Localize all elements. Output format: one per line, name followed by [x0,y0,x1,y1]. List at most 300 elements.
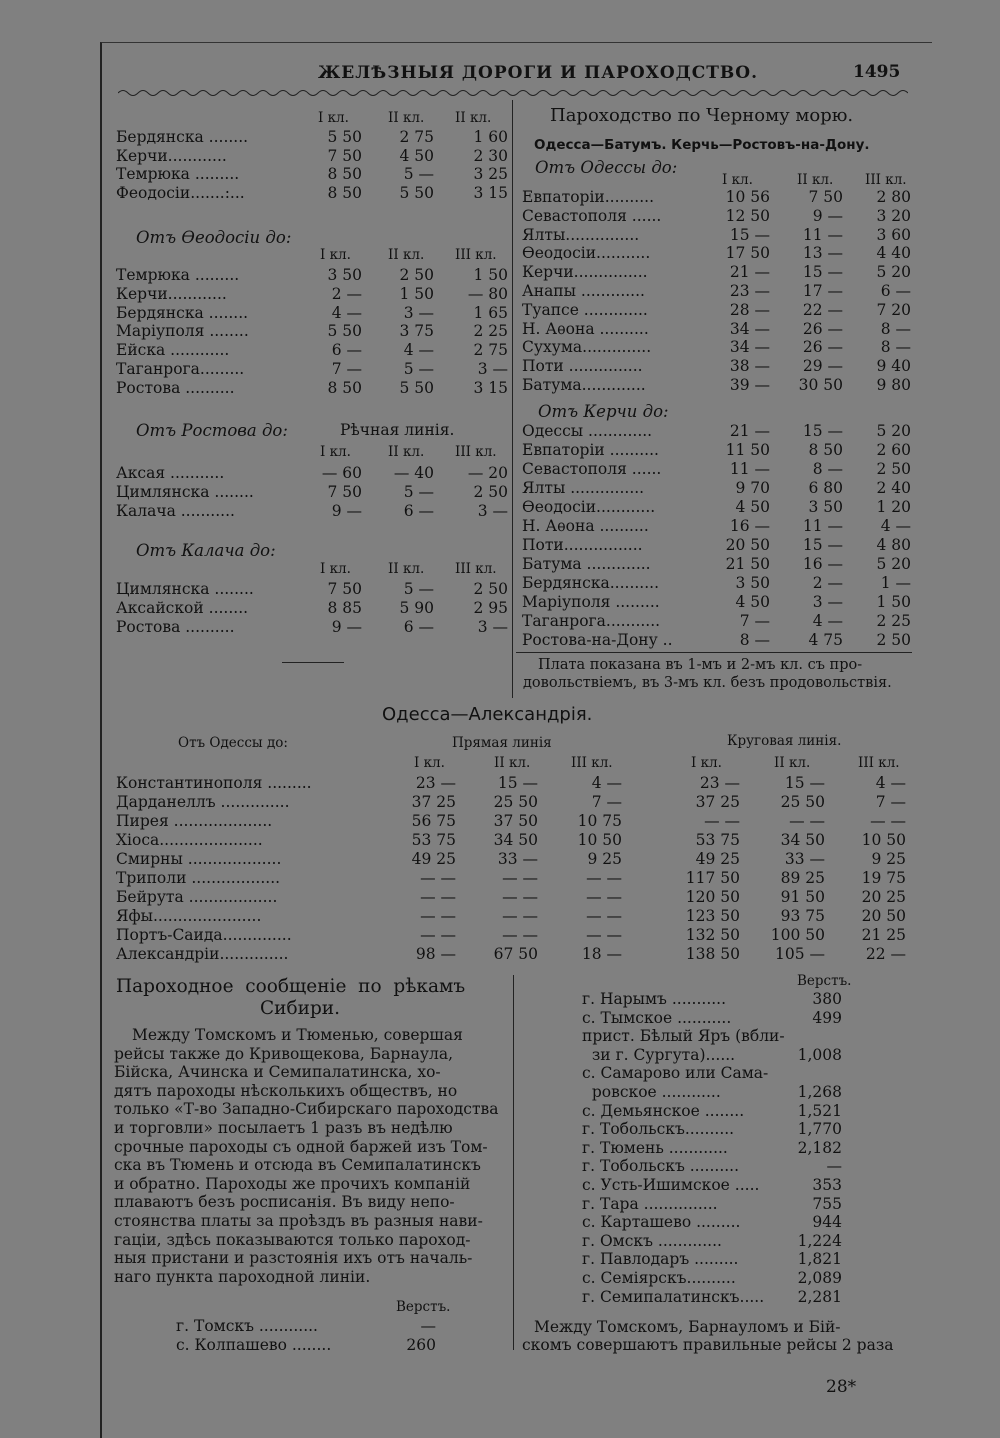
row-value: 21 50 [725,555,770,573]
row-value: — — [420,907,456,925]
row-value: 19 75 [861,869,906,887]
row-label: с. Колпашево ........ [176,1335,332,1354]
row-label: Портъ-Саида.............. [116,926,292,944]
row-value: 1 — [880,574,911,592]
row-value: 3 60 [876,225,911,244]
row-value: 5 90 [399,598,434,617]
row-value: 8 — [880,338,911,357]
row-value: 4 — [812,612,843,630]
row-value: — — [502,869,538,887]
col-header: II кл. [388,247,425,263]
row-value: 8 50 [327,378,362,397]
row-value: 13 — [802,244,843,263]
row-label: Темрюка ......... [116,165,240,184]
row-value: 100 50 [770,926,825,944]
row-value: 1,821 [797,1250,842,1269]
row-value: 89 25 [780,869,825,887]
row-label: Феодосіи.......:... [116,183,245,202]
row-value: — — [420,869,456,887]
closing-line: скомъ совершаютъ правильные рейсы 2 раза [522,1336,894,1354]
row-value: 3 — [812,593,843,611]
row-value: 21 — [729,422,770,440]
row-value: — — [789,812,825,830]
row-label: Евпаторіи.......... [522,188,654,206]
row-label: Поти................ [522,536,643,554]
col-header: II кл. [388,110,425,126]
row-label: Аксая ........... [116,464,225,482]
table-row [0,1064,1000,1083]
paragraph-line: дятъ пароходы нѣсколькихъ обществъ, но [114,1081,458,1100]
table-row [0,376,1000,395]
row-value: 7 — [875,793,906,811]
row-value: 4 80 [876,536,911,554]
row-value: 15 — [802,422,843,440]
row-value: 20 50 [861,907,906,925]
row-label: Ялты............... [522,225,640,244]
row-value: 1,770 [797,1120,842,1139]
row-value: 944 [812,1213,842,1232]
row-value: 28 — [729,300,770,319]
table-row [0,990,1000,1009]
river-line-label: Рѣчная линія. [340,421,455,439]
table-row [0,888,1000,907]
row-value: 98 — [415,945,456,963]
row-value: 5 50 [399,378,434,397]
col-header: I кл. [320,444,351,460]
row-value: 34 — [729,319,770,338]
row-value: 5 20 [876,422,911,440]
wavy-rule [118,86,908,100]
siberia-title-line: Сибири. [260,998,341,1019]
row-value: 6 80 [808,479,843,497]
row-value: 37 25 [695,793,740,811]
row-label: Бердянска ........ [116,303,249,322]
row-value: 93 75 [780,907,825,925]
row-label: Цимлянска ........ [116,580,254,598]
table-row [0,850,1000,869]
row-value: 499 [812,1008,842,1027]
row-value: 7 50 [327,482,362,501]
siberia-title-line: Пароходное сообщеніе по рѣкамъ [116,976,466,997]
col-header: I кл. [318,110,349,126]
paragraph-line: наго пункта пароходной линіи. [114,1267,371,1286]
row-value: 5 — [403,360,434,378]
row-value: 21 — [729,263,770,282]
row-value: 5 20 [876,555,911,573]
odessa-heading: Отъ Одессы до: [535,158,678,177]
row-label: г. Томскъ ............ [176,1317,318,1335]
table-row [0,498,1000,517]
row-value: 26 — [802,319,843,338]
col-header: III кл. [571,755,613,771]
table-row [0,422,1000,441]
row-value: 1,268 [797,1083,842,1101]
table-row [0,479,1000,498]
col-header: III кл. [858,755,900,771]
row-label: Поти ............... [522,357,643,376]
row-label: Ейска ............ [116,341,230,360]
row-label: Константинополя ......... [116,774,312,792]
row-label: Ялты ............... [522,479,645,497]
footer-signature: 28* [826,1377,857,1397]
row-label: прист. Бѣлый Яръ (вбли- [582,1027,785,1046]
row-value: 11 — [729,460,770,478]
row-label: с. Семіярскъ.......... [582,1269,736,1287]
table-row [0,1213,1000,1232]
feodosia-heading: Отъ Ѳеодосіи до: [136,228,292,247]
paragraph-line: и торговли» посылаетъ 1 разъ въ недѣлю [114,1119,453,1137]
table-row [0,517,1000,536]
col-header: I кл. [320,561,351,577]
row-label: Бердянска ........ [116,128,249,146]
paragraph-line: ныя пристани и разстоянія ихъ отъ началь- [114,1249,473,1268]
row-value: 34 — [729,338,770,357]
row-value: — [420,1317,436,1335]
row-value: 4 75 [808,631,843,649]
row-value: 6 — [880,282,911,300]
row-value: 2 75 [399,128,434,146]
row-value: 8 — [739,631,770,649]
row-value: 15 — [497,774,538,792]
row-label: Пирея .................... [116,812,273,830]
row-value: 353 [812,1176,842,1194]
note-line: довольствіемъ, въ 3-мъ кл. безъ продовольствія. [523,675,892,691]
row-value: 5 — [403,580,434,598]
row-label: Таганрога........... [522,612,661,630]
row-value: 4 50 [735,498,770,516]
table-row [0,612,1000,631]
row-value: — — [420,888,456,906]
row-label: Калача ........... [116,501,235,520]
row-value: 2 50 [876,460,911,478]
row-value: 29 — [802,357,843,376]
row-value: — — [586,926,622,944]
row-value: 9 — [331,501,362,520]
circular-line-label: Круговая линія. [727,733,842,749]
col-header: III кл. [865,172,907,188]
row-value: 15 — [802,536,843,554]
row-value: 3 25 [473,165,508,184]
row-value: — — [502,926,538,944]
row-value: 2 50 [473,580,508,598]
row-value: 1,224 [797,1231,842,1250]
row-value: 3 — [477,360,508,378]
row-value: 5 50 [399,183,434,202]
table-row [0,188,1000,207]
row-label: Ѳеодосіи............ [522,498,656,516]
row-value: 5 50 [327,128,362,146]
row-value: 39 — [729,376,770,394]
row-label: Керчи............ [116,284,227,303]
row-value: 2 50 [876,631,911,649]
row-value: 10 50 [577,831,622,849]
row-value: 7 — [591,793,622,811]
table-row [0,226,1000,245]
row-value: 2 95 [473,598,508,617]
row-value: 16 — [802,555,843,573]
row-label: Батума............. [522,376,646,394]
row-label: Александріи.............. [116,945,289,963]
row-value: 8 — [812,460,843,478]
row-value: 3 — [403,303,434,322]
row-value: 8 85 [327,598,362,617]
paragraph-line: Между Томскомъ и Тюменью, совершая [132,1026,463,1044]
table-row [0,207,1000,226]
row-value: 2 40 [876,479,911,497]
row-value: 17 — [802,282,843,300]
row-value: 105 — [774,945,825,963]
table-row [0,1027,1000,1046]
table-row [0,338,1000,357]
black-sea-subtitle: Одесса—Батумъ. Керчь—Ростовъ-на-Дону. [534,137,870,153]
row-value: 37 25 [411,793,456,811]
row-value: 25 50 [780,793,825,811]
row-label: Н. Аѳона .......... [522,517,649,535]
row-label: Ѳеодосіи........... [522,244,651,263]
row-value: 7 20 [876,300,911,319]
row-value: 3 — [477,617,508,636]
row-value: 2 25 [876,612,911,630]
row-value: 4 50 [735,593,770,611]
row-value: 16 — [729,517,770,535]
row-value: 23 — [699,774,740,792]
table-row [0,1269,1000,1288]
row-value: 15 — [784,774,825,792]
row-value: 4 — [403,341,434,360]
table-row [0,1288,1000,1307]
row-value: 3 50 [327,266,362,284]
row-value: 21 25 [861,926,906,944]
row-value: 120 50 [685,888,740,906]
paragraph-line: гаціи, здѣсь показываются только пароход- [114,1230,471,1249]
row-value: 33 — [497,850,538,868]
row-value: 1 60 [473,128,508,146]
note-rule [516,652,912,653]
row-value: 56 75 [411,812,456,830]
col-header: III кл. [455,247,497,263]
col-header: I кл. [722,172,753,188]
table-row [0,1009,1000,1028]
table-row [0,631,1000,650]
row-value: 1 65 [473,303,508,322]
row-value: 67 50 [493,945,538,963]
row-label: Туапсе ............. [522,300,648,319]
row-label: ровское ............ [582,1083,721,1101]
table-row [0,282,1000,301]
table-row [0,1139,1000,1158]
row-value: 26 — [802,338,843,357]
row-value: 15 — [802,263,843,282]
row-label: Хіоса..................... [116,831,263,849]
col-header: II кл. [494,755,531,771]
row-value: 53 75 [695,831,740,849]
closing-line: Между Томскомъ, Барнауломъ и Бій- [534,1318,841,1336]
row-value: 34 50 [493,831,538,849]
kalach-heading: Отъ Калача до: [136,541,276,560]
row-value: 5 — [403,165,434,184]
row-value: 9 80 [876,376,911,394]
row-value: — 40 [393,464,434,482]
row-label: зи г. Сургута)...... [582,1045,736,1064]
row-value: 4 — [331,303,362,322]
table-row [0,441,1000,460]
row-value: 3 75 [399,322,434,341]
row-value: 1 50 [473,266,508,284]
row-value: 22 — [802,300,843,319]
row-label: Бейрута .................. [116,888,278,906]
row-value: 1 50 [399,284,434,303]
row-label: г. Омскъ ............. [582,1231,722,1250]
row-value: 1,008 [797,1045,842,1064]
rostov-heading: Отъ Ростова до: [136,421,288,440]
row-value: 11 — [802,225,843,244]
row-value: 9 40 [876,357,911,376]
kerch-heading: Отъ Керчи до: [538,402,669,421]
row-value: 25 50 [493,793,538,811]
row-label: Анапы ............. [522,282,645,300]
black-sea-title: Пароходство по Черному морю. [550,105,854,126]
row-label: с. Тымское ........... [582,1008,732,1027]
table-row [0,1317,1000,1336]
row-value: 91 50 [780,888,825,906]
table-row [0,1046,1000,1065]
paragraph-line: ска въ Тюмень и отсюда въ Семипалатинскъ [114,1156,481,1175]
header-title: ЖЕЛѢЗНЫЯ ДОРОГИ И ПАРОХОДСТВО. [318,63,759,83]
row-value: 6 — [331,341,362,360]
row-value: 11 — [802,517,843,535]
row-value: 5 — [403,482,434,501]
row-value: 1,521 [797,1101,842,1120]
row-value: 12 50 [725,206,770,225]
short-rule [282,662,344,663]
row-value: 4 50 [399,146,434,165]
row-value: — — [502,907,538,925]
col-header: III кл. [455,444,497,460]
row-label: Ростова-на-Дону .. [522,631,673,649]
row-label: Севастополя ...... [522,206,662,225]
odessa-alex-title: Одесса—Александрія. [382,704,593,725]
row-value: 6 — [403,501,434,520]
row-value: 1 50 [876,593,911,611]
row-label: г. Тара ............... [582,1194,718,1213]
row-value: 3 15 [473,378,508,397]
versts-label: Верстъ. [797,973,852,989]
table-row [0,301,1000,320]
row-value: 2 80 [876,188,911,206]
col-header: III кл. [455,561,497,577]
table-row [0,812,1000,831]
row-label: Сухума.............. [522,338,652,357]
row-value: 3 50 [735,574,770,592]
col-header: I кл. [320,247,351,263]
row-value: 132 50 [685,926,740,944]
table-row [0,869,1000,888]
row-label: с. Карташево ......... [582,1213,741,1232]
versts-label: Верстъ. [396,1299,451,1315]
row-value: 6 — [403,617,434,636]
row-value: 2 25 [473,322,508,341]
paragraph-line: и обратно. Пароходы же прочихъ компаній [114,1174,471,1193]
row-value: 8 — [880,319,911,338]
row-value: 22 — [865,945,906,963]
row-value: 755 [812,1194,842,1213]
row-value: 7 50 [327,146,362,165]
row-label: г. Павлодаръ ......... [582,1250,739,1269]
paragraph-line: рейсы также до Кривощекова, Барнаула, [114,1044,454,1063]
row-label: Н. Аѳона .......... [522,319,649,338]
row-value: 2 50 [473,482,508,501]
row-value: 4 40 [876,244,911,263]
table-row [0,357,1000,376]
row-label: Дарданеллъ .............. [116,793,290,811]
row-value: 5 20 [876,263,911,282]
row-value: — — [502,888,538,906]
row-value: 23 — [415,774,456,792]
row-label: с. Демьянское ........ [582,1101,745,1120]
table-row [0,574,1000,593]
row-value: 9 — [331,617,362,636]
row-value: 2 50 [399,266,434,284]
row-value: 37 50 [493,812,538,830]
row-value: 17 50 [725,244,770,263]
row-label: Темрюка ......... [116,266,240,284]
row-value: 380 [812,990,842,1008]
from-label: Отъ Одессы до: [178,735,288,751]
table-row [0,320,1000,339]
table-row [0,593,1000,612]
row-label: Цимлянска ........ [116,482,254,501]
row-value: — — [586,869,622,887]
row-value: 138 50 [685,945,740,963]
table-row [0,1120,1000,1139]
row-value: 4 — [875,774,906,792]
col-header: II кл. [455,110,492,126]
row-value: 49 25 [411,850,456,868]
row-value: 2 75 [473,341,508,360]
row-value: 260 [406,1335,436,1354]
row-value: 9 — [812,206,843,225]
row-value: 8 50 [327,165,362,184]
table-row [0,536,1000,555]
row-value: 18 — [581,945,622,963]
table-row [0,460,1000,479]
row-label: Одессы ............. [522,422,653,440]
row-value: 38 — [729,357,770,376]
row-value: 2 — [812,574,843,592]
row-label: Смирны ................... [116,850,282,868]
table-row [0,945,1000,964]
row-value: 9 70 [735,479,770,497]
row-value: 2 — [331,284,362,303]
table-row [0,774,1000,793]
row-value: 4 — [591,774,622,792]
row-value: 33 — [784,850,825,868]
row-label: Ростова .......... [116,378,235,397]
row-value: 7 — [739,612,770,630]
row-value: — 20 [467,464,508,482]
row-value: — [826,1157,842,1176]
row-value: 9 25 [871,850,906,868]
row-label: Керчи............... [522,263,648,282]
col-header: II кл. [797,172,834,188]
row-label: Ростова .......... [116,617,235,636]
row-value: 49 25 [695,850,740,868]
table-row [0,1232,1000,1251]
row-value: 10 50 [861,831,906,849]
row-value: 53 75 [411,831,456,849]
row-label: Триполи .................. [116,869,281,887]
table-row [0,926,1000,945]
